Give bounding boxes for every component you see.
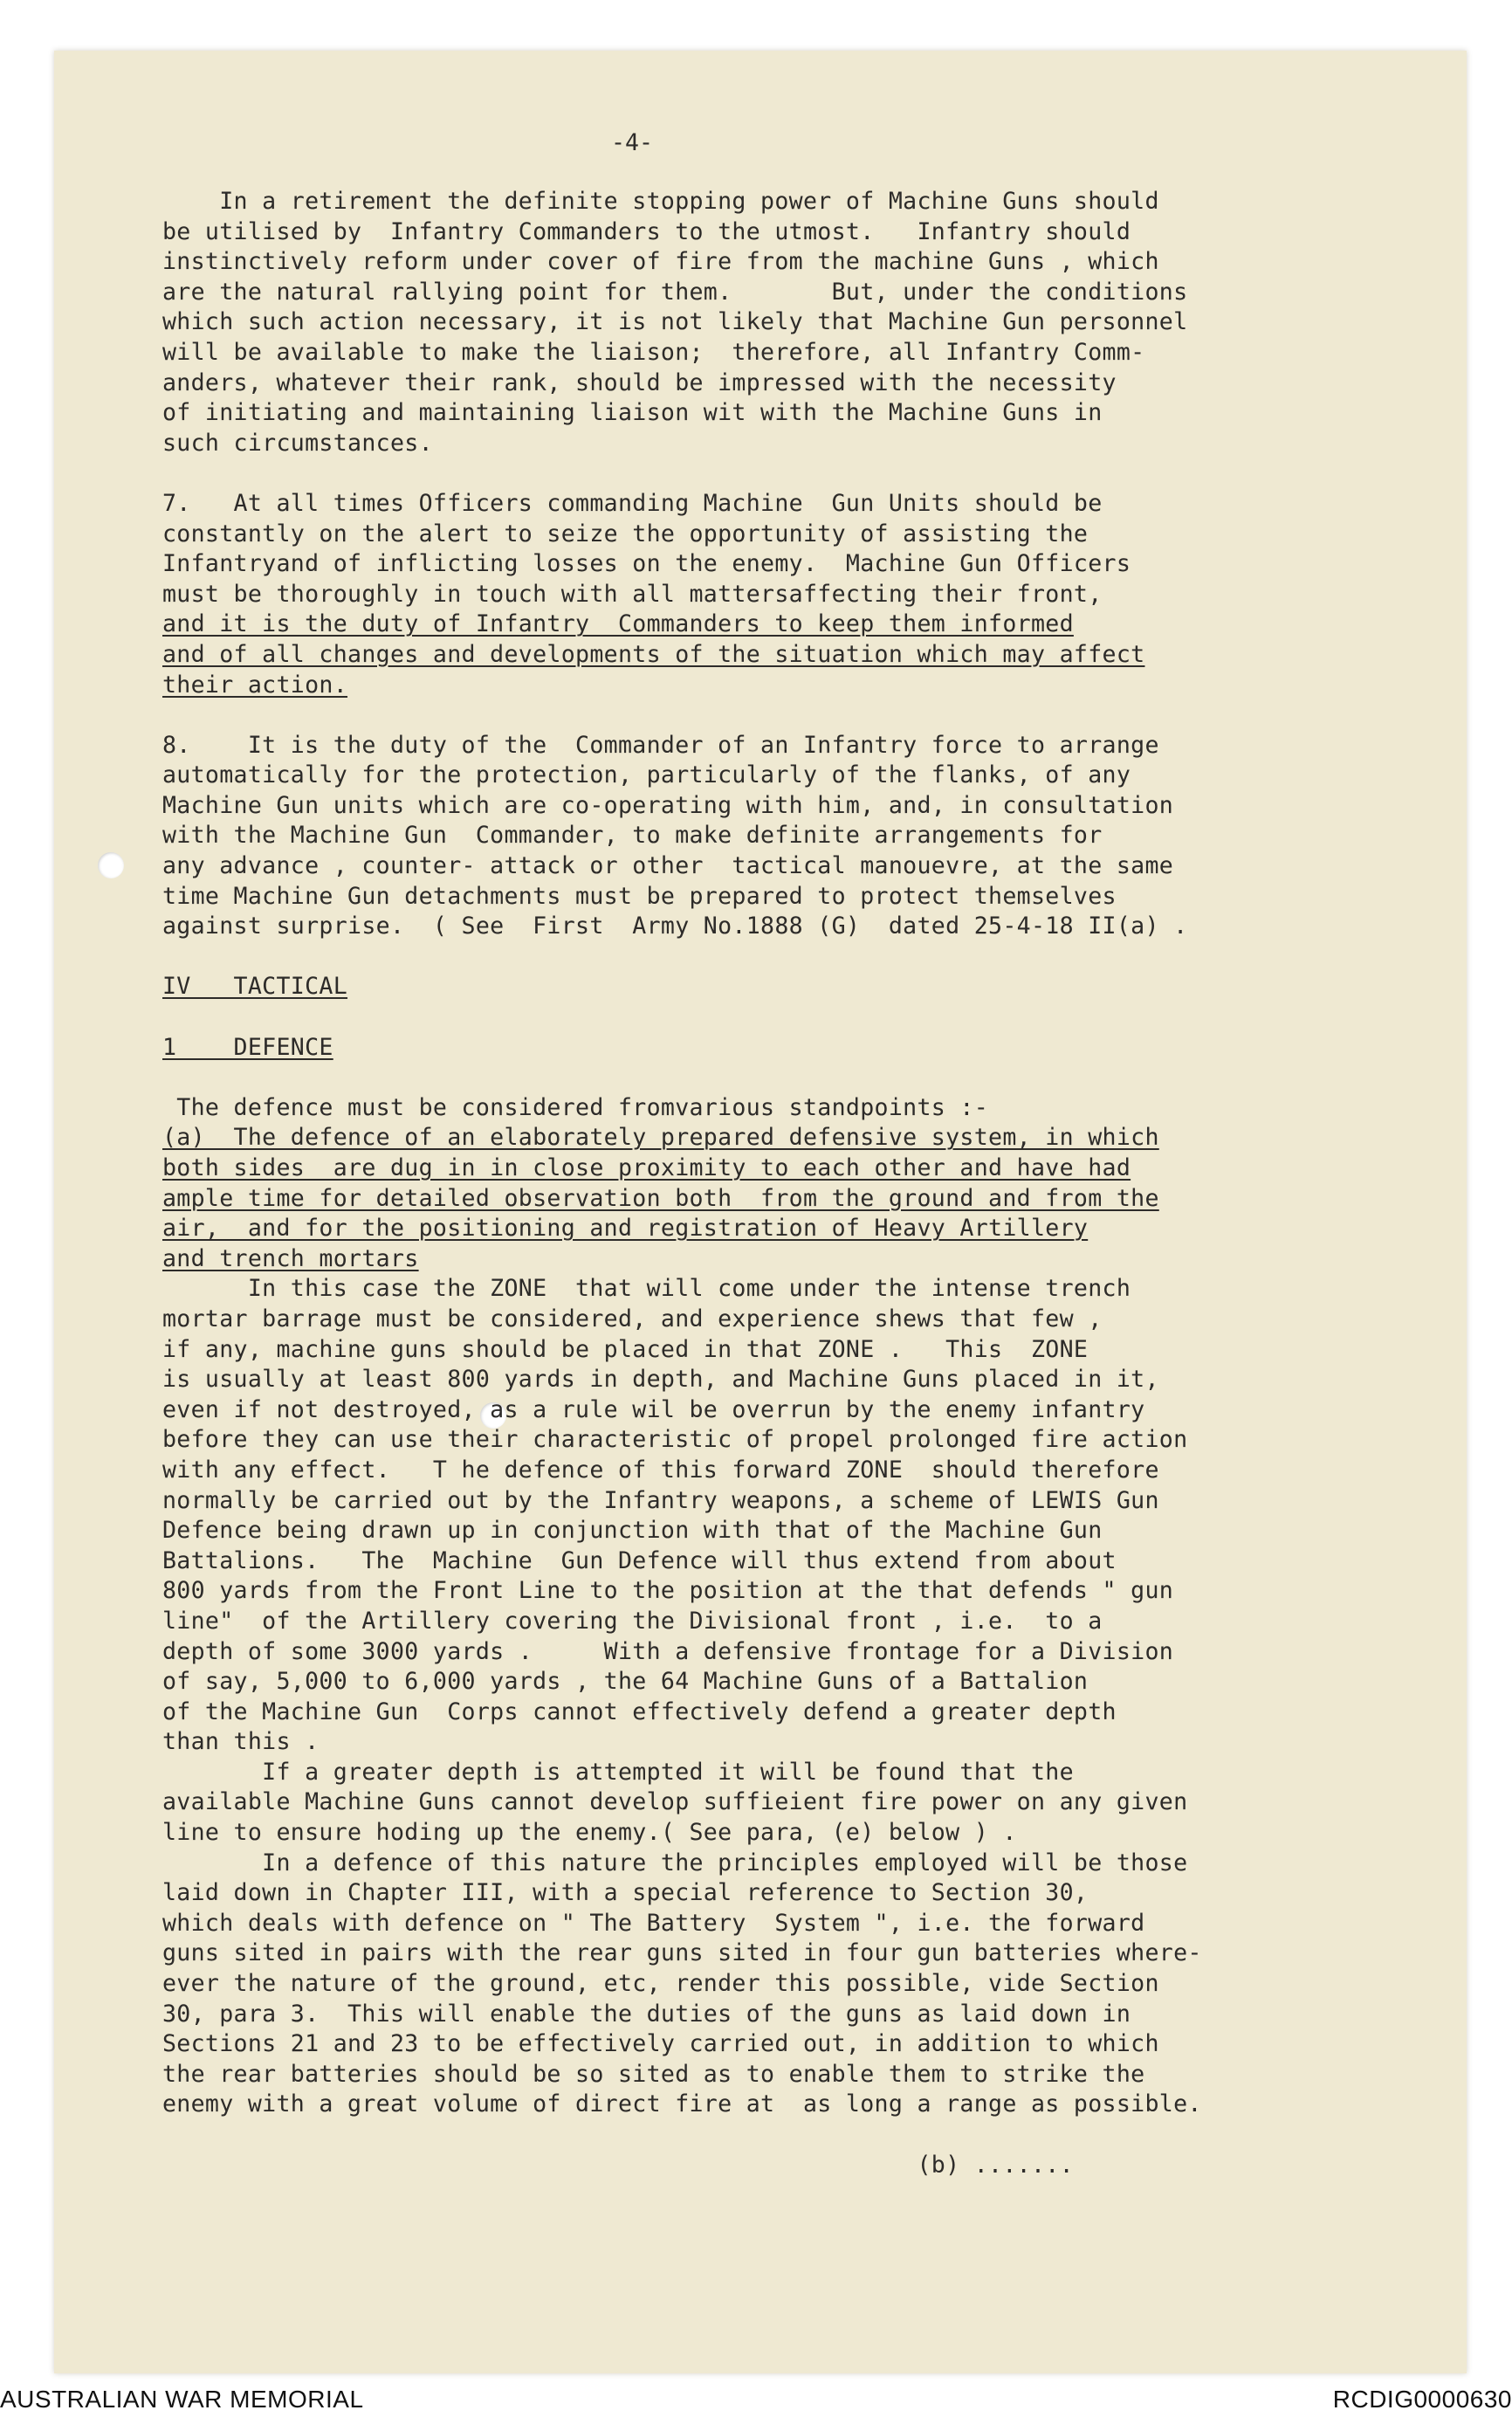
- text-line: 8. It is the duty of the Commander of an Infantry force to arrange: [162, 731, 1159, 759]
- text-line: which such action necessary, it is not likely that Machine Gun personnel: [162, 308, 1188, 336]
- text-line: anders, whatever their rank, should be impressed with the necessity: [162, 368, 1117, 396]
- text-line: both sides are dug in in close proximity to each other and have had: [162, 1154, 1131, 1181]
- text-line: than this .: [162, 1728, 320, 1756]
- text-line: mortar barrage must be considered, and experience shews that few ,: [162, 1305, 1103, 1333]
- text-line: with the Machine Gun Commander, to make definite arrangements for: [162, 822, 1103, 850]
- text-line: available Machine Guns cannot develop suffieient fire power on any given: [162, 1788, 1188, 1816]
- text-line: Defence being drawn up in conjunction with that of the Machine Gun: [162, 1517, 1103, 1545]
- text-line: In a defence of this nature the principles employed will be those: [162, 1849, 1188, 1877]
- text-line: (a) The defence of an elaborately prepared defensive system, in which: [162, 1124, 1159, 1152]
- text-line: air, and for the positioning and registration of Heavy Artillery: [162, 1215, 1089, 1243]
- text-line: which deals with defence on " The Battery System ", i.e. the forward: [162, 1909, 1145, 1937]
- paragraph-gap: [162, 1002, 1454, 1033]
- text-line: their action.: [162, 671, 348, 699]
- text-line: must be thoroughly in touch with all mattersaffecting their front,: [162, 580, 1103, 608]
- text-line: Machine Gun units which are co-operating with him, and, in consultation: [162, 791, 1174, 819]
- text-line: automatically for the protection, particularly of the flanks, of any: [162, 761, 1131, 789]
- paragraph-gap: [162, 2120, 1454, 2151]
- text-line: before they can use their characteristic of propel prolonged fire action: [162, 1426, 1188, 1454]
- text-line: (b) .......: [162, 2151, 1074, 2179]
- footer-left: AUSTRALIAN WAR MEMORIAL: [0, 2386, 364, 2413]
- text-line: of initiating and maintaining liaison wit with the Machine Guns in: [162, 399, 1103, 427]
- paragraph-gap: [162, 942, 1454, 973]
- text-line: and trench mortars: [162, 1244, 419, 1272]
- text-line: such circumstances.: [162, 429, 433, 457]
- text-line: of the Machine Gun Corps cannot effectively defend a greater depth: [162, 1697, 1117, 1725]
- paragraph-gap: [162, 1063, 1454, 1093]
- text-line: depth of some 3000 yards . With a defensive frontage for a Division: [162, 1637, 1174, 1665]
- text-line: 7. At all times Officers commanding Machine Gun Units should be: [162, 489, 1103, 517]
- text-line: line" of the Artillery covering the Divisional front , i.e. to a: [162, 1607, 1103, 1635]
- text-line: guns sited in pairs with the rear guns sited in four gun batteries where-: [162, 1939, 1202, 1967]
- text-line: In a retirement the definite stopping power of Machine Guns should: [162, 188, 1159, 215]
- text-line: be utilised by Infantry Commanders to the utmost. Infantry should: [162, 217, 1131, 245]
- paragraph-gap: [162, 700, 1454, 731]
- text-line: ever the nature of the ground, etc, render this possible, vide Section: [162, 1970, 1159, 1998]
- text-line: if any, machine guns should be placed in that ZONE . This ZONE: [162, 1335, 1089, 1363]
- text-line: laid down in Chapter III, with a special reference to Section 30,: [162, 1879, 1089, 1907]
- text-line: line to ensure hoding up the enemy.( See para, (e) below ) .: [162, 1819, 1017, 1847]
- text-line: instinctively reform under cover of fire from the machine Guns , which: [162, 248, 1159, 276]
- text-line: Infantryand of inflicting losses on the enemy. Machine Gun Officers: [162, 550, 1131, 578]
- footer-right: RCDIG0000630: [1332, 2386, 1512, 2413]
- text-line: In this case the ZONE that will come under the intense trench: [162, 1275, 1131, 1303]
- text-line: Battalions. The Machine Gun Defence will thus extend from about: [162, 1546, 1117, 1574]
- text-line: Sections 21 and 23 to be effectively carried out, in addition to which: [162, 2030, 1159, 2058]
- text-line: 30, para 3. This will enable the duties of the guns as laid down in: [162, 2000, 1131, 2028]
- text-line: and it is the duty of Infantry Commanders to keep them informed: [162, 610, 1074, 638]
- text-line: will be available to make the liaison; therefore, all Infantry Comm-: [162, 338, 1145, 366]
- text-line: 800 yards from the Front Line to the position at the that defends " gun: [162, 1577, 1174, 1605]
- text-line: constantly on the alert to seize the opportunity of assisting the: [162, 520, 1089, 547]
- text-line: ample time for detailed observation both from the ground and from the: [162, 1184, 1159, 1212]
- page-number: -4-: [611, 129, 654, 156]
- paragraph-gap: [162, 458, 1454, 489]
- text-line: are the natural rallying point for them. But, under the conditions: [162, 278, 1188, 306]
- text-line: If a greater depth is attempted it will be found that the: [162, 1758, 1074, 1786]
- text-line: IV TACTICAL: [162, 973, 348, 1001]
- text-line: any advance , counter- attack or other tactical manouevre, at the same: [162, 852, 1174, 880]
- punch-hole: [98, 852, 124, 878]
- text-line: against surprise. ( See First Army No.1888 (G) dated 25-4-18 II(a) .: [162, 912, 1188, 940]
- text-line: even if not destroyed, as a rule wil be overrun by the enemy infantry: [162, 1395, 1145, 1423]
- document-body: [162, 187, 1454, 2180]
- text-line: and of all changes and developments of the situation which may affect: [162, 640, 1145, 668]
- text-line: time Machine Gun detachments must be prepared to protect themselves: [162, 882, 1117, 910]
- text-line: is usually at least 800 yards in depth, and Machine Guns placed in it,: [162, 1366, 1159, 1394]
- text-line: the rear batteries should be so sited as to enable them to strike the: [162, 2060, 1145, 2088]
- text-line: normally be carried out by the Infantry weapons, a scheme of LEWIS Gun: [162, 1486, 1159, 1514]
- text-line: with any effect. T he defence of this forward ZONE should therefore: [162, 1456, 1159, 1484]
- text-line: The defence must be considered fromvarious standpoints :-: [162, 1093, 989, 1121]
- text-line: 1 DEFENCE: [162, 1033, 333, 1061]
- text-line: enemy with a great volume of direct fire at as long a range as possible.: [162, 2090, 1202, 2118]
- text-line: of say, 5,000 to 6,000 yards , the 64 Machine Guns of a Battalion: [162, 1668, 1089, 1696]
